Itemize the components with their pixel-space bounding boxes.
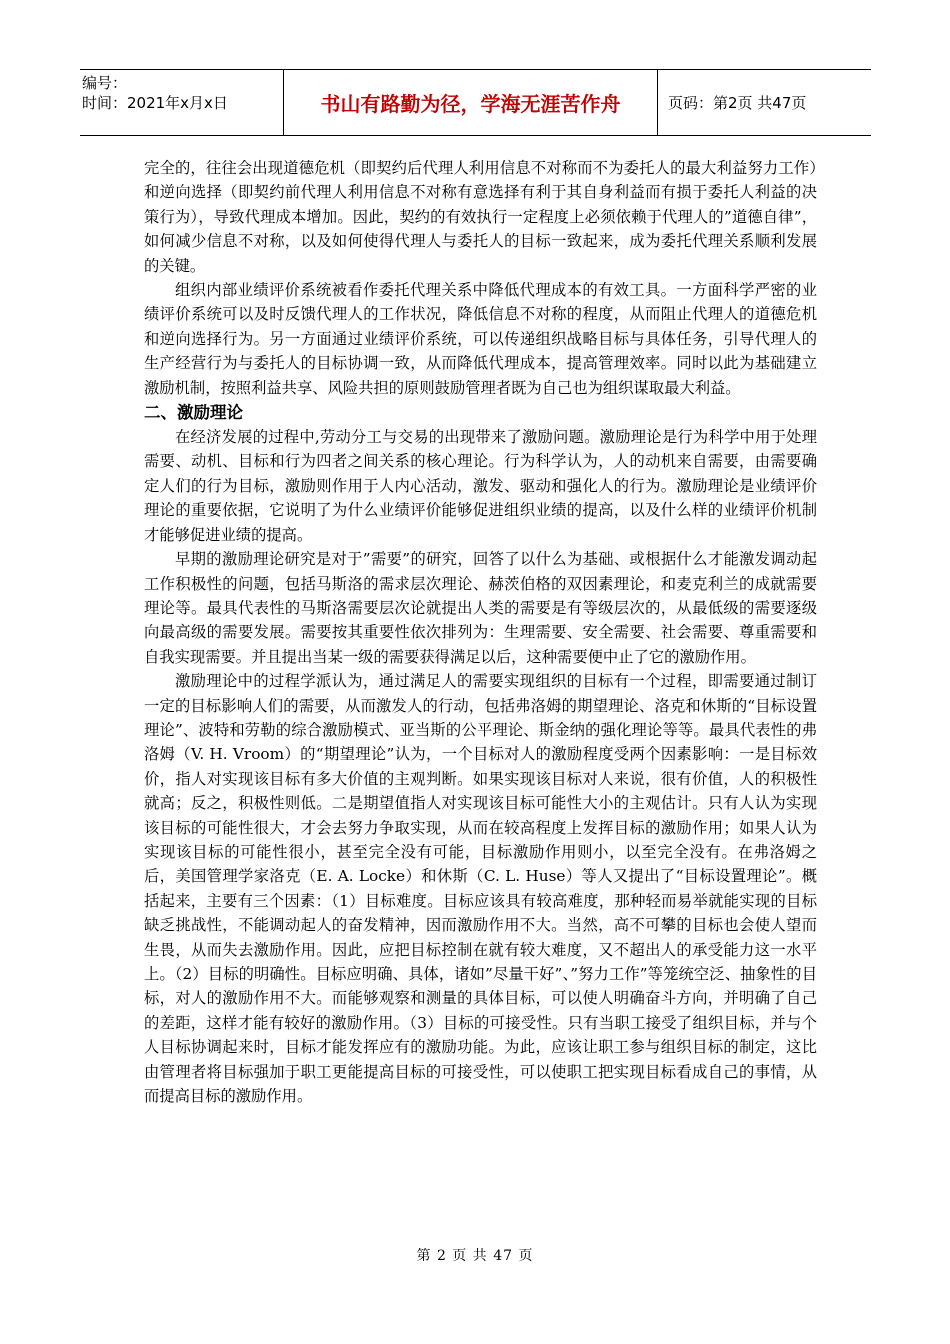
- page-header: [80, 69, 871, 136]
- paragraph: 在经济发展的过程中,劳动分工与交易的出现带来了激励问题。激励理论是行为科学中用于处理需要、动机、目标和行为四者之间关系的核心理论。行为科学认为，人的动机来自需要，由需要确定人们的行为目标，激励则作用于人内心活动，激发、驱动和强化人的行为。激励理论是业绩评价理论的重要依据，它说明了为什么业绩评价能够促进组织业绩的提高，以及什么样的业绩评价机制才能够促进业绩的提高。: [144, 428, 817, 544]
- header-meta: [80, 70, 283, 135]
- page-footer: 第 2 页 共 47 页: [416, 1248, 534, 1264]
- paragraph: 早期的激励理论研究是对于”需要”的研究，回答了以什么为基础、或根据什么才能激发调动起工作积极性的问题，包括马斯洛的需求层次理论、赫茨伯格的双因素理论，和麦克利兰的成就需要理论等。最具代表性的马斯洛需要层次论就提出人类的需要是有等级层次的，从最低级的需要逐级向最高级的需要发展。需要按其重要性依次排列为：生理需要、安全需要、社会需要、尊重需要和自我实现需要。并且提出当某一级的需要获得满足以后，这种需要便中止了它的激励作用。: [144, 550, 817, 666]
- page-info-text: 页码：第2页 共47页: [668, 94, 807, 112]
- header-motto: 书山有路勤为径，学海无涯苦作舟: [320, 92, 621, 116]
- document-time-label: 时间：2021年x月x日: [82, 94, 228, 112]
- paragraph: 激励理论中的过程学派认为，通过满足人的需要实现组织的目标有一个过程，即需要通过制订一定的目标影响人们的需要，从而激发人的行动，包括弗洛姆的期望理论、洛克和休斯的“目标设置理论”、波特和劳勒的综合激励模式、亚当斯的公平理论、斯金纳的强化理论等等。最具代表性的弗洛姆（V. H. Vroom）的“期望理论”认为，一个目标对人的激励程度受两个因素影响：一是目标效价，指人对实现该目标有多大价值的主观判断。如果实现该目标对人来说，很有价值，人的积极性就高；反之，积极性则低。二是期望值指人对实现该目标可能性大小的主观估计。只有人认为实现该目标的可能性很大，才会去努力争取实现，从而在较高程度上发挥目标的激励作用；如果人认为实现该目标的可能性很小，甚至完全没有可能，目标激励作用则小，以至完全没有。在弗洛姆之后，美国管理学家洛克（E. A. Locke）和休斯（C. L. Huse）等人又提出了“目标设置理论”。概括起来，主要有三个因素：（1）目标难度。目标应该具有较高难度，那种轻而易举就能实现的目标缺乏挑战性，不能调动起人的奋发精神，因而激励作用不大。当然，高不可攀的目标也会使人望而生畏，从而失去激励作用。因此，应把目标控制在就有较大难度，又不超出人的承受能力这一水平上。（2）目标的明确性。目标应明确、具体，诸如”尽量干好”、”努力工作”等笼统空泛、抽象性的目标，对人的激励作用不大。而能够观察和测量的具体目标，可以使人明确奋斗方向，并明确了自己的差距，这样才能有较好的激励作用。（3）目标的可接受性。只有当职工接受了组织目标，并与个人目标协调起来时，目标才能发挥应有的激励功能。为此，应该让职工参与组织目标的制定，这比由管理者将目标强加于职工更能提高目标的可接受性，可以使职工把实现目标看成自己的事情，从而提高目标的激励作用。: [144, 672, 817, 1106]
- document-number-label: 编号：: [82, 74, 128, 92]
- paragraph: 完全的，往往会出现道德危机（即契约后代理人利用信息不对称而不为委托人的最大利益努力工作）和逆向选择（即契约前代理人利用信息不对称有意选择有利于其自身利益而有损于委托人利益的决策行为），导致代理成本增加。因此，契约的有效执行一定程度上必须依赖于代理人的”道德自律”，如何减少信息不对称，以及如何使得代理人与委托人的目标一致起来，成为委托代理关系顺利发展的关键。: [144, 159, 817, 275]
- document-body: [144, 156, 817, 1108]
- paragraph: 组织内部业绩评价系统被看作委托代理关系中降低代理成本的有效工具。一方面科学严密的业绩评价系统可以及时反馈代理人的工作状况，降低信息不对称的程度，从而阻止代理人的道德危机和逆向选择行为。另一方面通过业绩评价系统，可以传递组织战略目标与具体任务，引导代理人的生产经营行为与委托人的目标协调一致，从而降低代理成本，提高管理效率。同时以此为基础建立激励机制，按照利益共享、风险共担的原则鼓励管理者既为自己也为组织谋取最大利益。: [144, 281, 817, 397]
- header-divider: [657, 70, 658, 135]
- section-heading: 二、激励理论: [144, 403, 243, 423]
- header-page-info: [662, 70, 871, 135]
